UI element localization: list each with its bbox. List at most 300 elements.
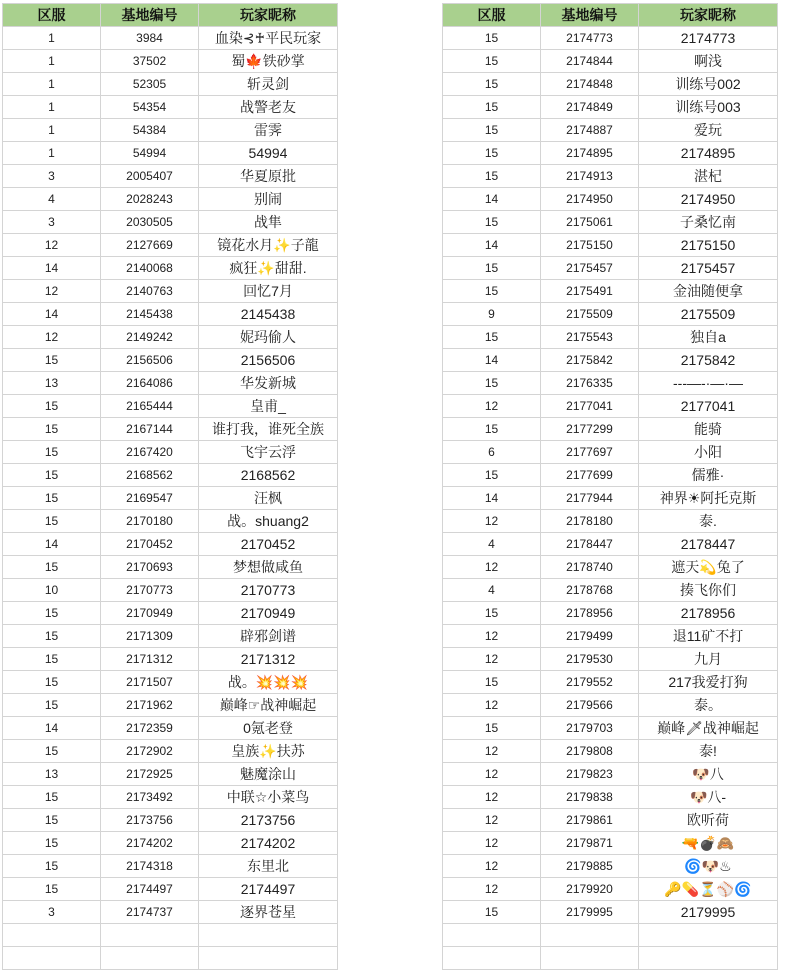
column-gap [341,3,441,963]
cell-base-id[interactable]: 2174844 [541,50,639,73]
cell-server[interactable]: 15 [3,832,101,855]
cell-base-id[interactable]: 2167144 [101,418,199,441]
cell-server[interactable]: 15 [3,648,101,671]
cell-server[interactable]: 15 [443,671,541,694]
cell-base-id[interactable]: 2168562 [101,464,199,487]
header-nickname[interactable]: 玩家昵称 [199,4,338,27]
cell-nickname[interactable] [639,924,778,947]
cell-nickname[interactable]: 战隼 [199,211,338,234]
cell-server[interactable] [3,924,101,947]
cell-base-id[interactable]: 2174773 [541,27,639,50]
cell-base-id[interactable]: 2173492 [101,786,199,809]
cell-nickname[interactable]: 🌀🐶♨ [639,855,778,878]
cell-base-id[interactable]: 2174202 [101,832,199,855]
cell-base-id[interactable]: 2170180 [101,510,199,533]
table-row [443,211,778,234]
cell-nickname[interactable]: 揍飞你们 [639,579,778,602]
cell-nickname[interactable]: 战警老友 [199,96,338,119]
table-row [3,533,338,556]
cell-server[interactable]: 3 [3,901,101,924]
cell-nickname[interactable]: 汪枫 [199,487,338,510]
cell-base-id[interactable]: 54384 [101,119,199,142]
table-row [443,579,778,602]
cell-server[interactable]: 12 [443,510,541,533]
cell-base-id[interactable]: 52305 [101,73,199,96]
cell-server[interactable]: 3 [3,211,101,234]
cell-server[interactable]: 15 [3,625,101,648]
cell-base-id[interactable]: 2175842 [541,349,639,372]
cell-nickname[interactable]: 遮天💫兔了 [639,556,778,579]
cell-base-id[interactable]: 2174895 [541,142,639,165]
cell-server[interactable]: 14 [443,188,541,211]
cell-base-id[interactable]: 2174950 [541,188,639,211]
cell-nickname[interactable]: 泰。 [639,694,778,717]
cell-base-id[interactable]: 37502 [101,50,199,73]
cell-base-id[interactable]: 2178956 [541,602,639,625]
header-base-id[interactable]: 基地编号 [541,4,639,27]
cell-nickname[interactable]: 🔑💊⏳⚾🌀 [639,878,778,901]
cell-base-id[interactable]: 54354 [101,96,199,119]
table-row [443,165,778,188]
cell-nickname[interactable]: 儒雅· [639,464,778,487]
cell-nickname[interactable]: 战。💥💥💥 [199,671,338,694]
cell-server[interactable]: 15 [3,395,101,418]
table-row [3,326,338,349]
cell-server[interactable]: 15 [443,119,541,142]
table-row [3,257,338,280]
cell-server[interactable]: 12 [443,625,541,648]
cell-server[interactable]: 12 [3,326,101,349]
cell-server[interactable]: 15 [3,510,101,533]
table-row [443,671,778,694]
cell-base-id[interactable]: 2177697 [541,441,639,464]
table-row [443,809,778,832]
table-row [3,694,338,717]
header-server[interactable]: 区服 [443,4,541,27]
cell-nickname[interactable]: 小阳 [639,441,778,464]
header-server[interactable]: 区服 [3,4,101,27]
cell-base-id[interactable]: 2030505 [101,211,199,234]
cell-base-id[interactable]: 2167420 [101,441,199,464]
cell-server[interactable]: 12 [443,832,541,855]
cell-base-id[interactable]: 2176335 [541,372,639,395]
cell-server[interactable]: 15 [443,142,541,165]
cell-base-id[interactable]: 2174848 [541,73,639,96]
cell-base-id[interactable]: 2174497 [101,878,199,901]
cell-base-id[interactable]: 2179871 [541,832,639,855]
cell-server[interactable]: 15 [3,809,101,832]
cell-base-id[interactable]: 2174849 [541,96,639,119]
cell-base-id[interactable]: 2175150 [541,234,639,257]
cell-base-id[interactable]: 2145438 [101,303,199,326]
table-row [3,142,338,165]
cell-base-id[interactable]: 2171309 [101,625,199,648]
cell-nickname[interactable]: 斩灵剑 [199,73,338,96]
cell-nickname[interactable]: 独自a [639,326,778,349]
table-row [3,119,338,142]
table-row [3,947,338,970]
cell-nickname[interactable]: 能骑 [639,418,778,441]
cell-server[interactable]: 14 [443,487,541,510]
cell-nickname[interactable]: 梦想做咸鱼 [199,556,338,579]
cell-nickname[interactable]: 2170452 [199,533,338,556]
cell-base-id[interactable]: 54994 [101,142,199,165]
table-row [443,878,778,901]
cell-server[interactable]: 10 [3,579,101,602]
table-row [443,326,778,349]
cell-base-id[interactable]: 2170949 [101,602,199,625]
cell-server[interactable]: 15 [3,671,101,694]
table-row [3,96,338,119]
cell-server[interactable]: 9 [443,303,541,326]
cell-nickname[interactable]: 2177041 [639,395,778,418]
cell-server[interactable]: 15 [443,50,541,73]
cell-server[interactable]: 12 [443,395,541,418]
cell-server[interactable]: 12 [443,786,541,809]
cell-server[interactable]: 15 [443,280,541,303]
cell-nickname[interactable]: 2178447 [639,533,778,556]
cell-base-id[interactable]: 2149242 [101,326,199,349]
cell-base-id[interactable]: 2174913 [541,165,639,188]
cell-server[interactable]: 15 [443,257,541,280]
cell-nickname[interactable]: 泰. [639,510,778,533]
table-row [3,165,338,188]
table-row [3,303,338,326]
cell-nickname[interactable]: 湛杞 [639,165,778,188]
cell-nickname[interactable]: 2174950 [639,188,778,211]
cell-server[interactable]: 15 [443,901,541,924]
table-row [3,901,338,924]
cell-nickname[interactable]: 欧听荷 [639,809,778,832]
cell-base-id[interactable]: 2170693 [101,556,199,579]
cell-server[interactable]: 13 [3,372,101,395]
cell-nickname[interactable]: 2175457 [639,257,778,280]
cell-nickname[interactable]: 中联☆小菜鸟 [199,786,338,809]
cell-server[interactable]: 12 [443,878,541,901]
cell-nickname[interactable]: 逐界苍星 [199,901,338,924]
cell-server[interactable] [443,947,541,970]
cell-base-id[interactable]: 2179703 [541,717,639,740]
cell-base-id[interactable] [541,947,639,970]
cell-server[interactable]: 1 [3,142,101,165]
cell-base-id[interactable]: 2179823 [541,763,639,786]
cell-nickname[interactable]: 巅峰☞战神崛起 [199,694,338,717]
cell-server[interactable]: 12 [443,855,541,878]
cell-base-id[interactable]: 2179838 [541,786,639,809]
cell-base-id[interactable]: 3984 [101,27,199,50]
cell-base-id[interactable]: 2140068 [101,257,199,280]
cell-base-id[interactable]: 2172359 [101,717,199,740]
cell-base-id[interactable]: 2179808 [541,740,639,763]
cell-base-id[interactable]: 2171962 [101,694,199,717]
cell-server[interactable]: 14 [443,349,541,372]
cell-nickname[interactable]: 九月 [639,648,778,671]
cell-base-id[interactable]: 2178180 [541,510,639,533]
cell-nickname[interactable]: 皇族✨扶苏 [199,740,338,763]
table-row [3,73,338,96]
table-row [3,717,338,740]
cell-nickname[interactable]: 217我爱打狗 [639,671,778,694]
table-row [443,717,778,740]
cell-server[interactable] [3,947,101,970]
cell-nickname[interactable]: 2156506 [199,349,338,372]
cell-base-id[interactable]: 2179566 [541,694,639,717]
table-row [443,763,778,786]
cell-nickname[interactable]: 别闹 [199,188,338,211]
cell-server[interactable]: 1 [3,50,101,73]
cell-server[interactable]: 12 [443,648,541,671]
cell-nickname[interactable]: 泰! [639,740,778,763]
cell-server[interactable]: 3 [3,165,101,188]
cell-nickname[interactable]: 2170773 [199,579,338,602]
cell-base-id[interactable]: 2177944 [541,487,639,510]
table-row [443,395,778,418]
cell-server[interactable]: 12 [443,809,541,832]
cell-nickname[interactable]: 2174202 [199,832,338,855]
cell-server[interactable]: 15 [3,556,101,579]
cell-server[interactable]: 15 [3,464,101,487]
cell-base-id[interactable]: 2173756 [101,809,199,832]
cell-base-id[interactable]: 2005407 [101,165,199,188]
cell-base-id[interactable]: 2178768 [541,579,639,602]
table-row [3,625,338,648]
cell-nickname[interactable]: 54994 [199,142,338,165]
cell-nickname[interactable]: 0氪老登 [199,717,338,740]
cell-base-id[interactable]: 2165444 [101,395,199,418]
cell-base-id[interactable]: 2169547 [101,487,199,510]
cell-base-id[interactable]: 2175491 [541,280,639,303]
cell-nickname[interactable]: 退11矿不打 [639,625,778,648]
cell-base-id[interactable]: 2179861 [541,809,639,832]
header-base-id[interactable]: 基地编号 [101,4,199,27]
cell-nickname[interactable]: 2179995 [639,901,778,924]
cell-nickname[interactable]: 回忆7月 [199,280,338,303]
cell-nickname[interactable]: 血染⊰♰平民玩家 [199,27,338,50]
cell-nickname[interactable]: 🐶八 [639,763,778,786]
cell-nickname[interactable]: 🐶八- [639,786,778,809]
cell-server[interactable]: 15 [443,418,541,441]
cell-server[interactable]: 12 [443,740,541,763]
cell-base-id[interactable]: 2174318 [101,855,199,878]
cell-nickname[interactable]: 训练号002 [639,73,778,96]
cell-base-id[interactable] [101,924,199,947]
right-table-container [442,3,778,970]
header-nickname[interactable]: 玩家昵称 [639,4,778,27]
cell-nickname[interactable]: 2171312 [199,648,338,671]
table-row [3,27,338,50]
cell-nickname[interactable]: 2178956 [639,602,778,625]
cell-server[interactable]: 15 [443,717,541,740]
table-row [443,464,778,487]
cell-base-id[interactable]: 2178740 [541,556,639,579]
cell-base-id[interactable] [101,947,199,970]
cell-base-id[interactable]: 2175543 [541,326,639,349]
cell-server[interactable]: 15 [443,73,541,96]
cell-server[interactable]: 14 [3,303,101,326]
table-row [3,50,338,73]
table-row [443,533,778,556]
cell-nickname[interactable]: 2174895 [639,142,778,165]
cell-server[interactable]: 15 [443,326,541,349]
cell-base-id[interactable]: 2028243 [101,188,199,211]
table-row [3,924,338,947]
cell-server[interactable]: 1 [3,119,101,142]
cell-nickname[interactable]: 飞宇云浮 [199,441,338,464]
cell-server[interactable]: 15 [3,878,101,901]
cell-nickname[interactable]: 华发新城 [199,372,338,395]
table-row [443,694,778,717]
cell-nickname[interactable]: 2145438 [199,303,338,326]
table-row [3,487,338,510]
cell-base-id[interactable]: 2179920 [541,878,639,901]
cell-nickname[interactable]: 训练号003 [639,96,778,119]
cell-server[interactable]: 13 [3,763,101,786]
cell-base-id[interactable]: 2140763 [101,280,199,303]
cell-base-id[interactable]: 2172925 [101,763,199,786]
cell-base-id[interactable]: 2170773 [101,579,199,602]
table-row [443,832,778,855]
cell-nickname[interactable]: 子桑忆南 [639,211,778,234]
cell-nickname[interactable]: 雷霁 [199,119,338,142]
table-row [443,487,778,510]
cell-server[interactable]: 15 [3,786,101,809]
cell-base-id[interactable]: 2175509 [541,303,639,326]
cell-nickname[interactable]: ---—-·—·— [639,372,778,395]
cell-nickname[interactable]: 东里北 [199,855,338,878]
cell-nickname[interactable]: 战。shuang2 [199,510,338,533]
cell-server[interactable]: 15 [3,694,101,717]
cell-base-id[interactable]: 2174887 [541,119,639,142]
table-row [3,671,338,694]
cell-nickname[interactable]: 2174773 [639,27,778,50]
cell-server[interactable]: 1 [3,96,101,119]
cell-server[interactable]: 15 [443,96,541,119]
cell-base-id[interactable]: 2175061 [541,211,639,234]
cell-server[interactable]: 15 [3,349,101,372]
cell-server[interactable]: 15 [443,602,541,625]
cell-base-id[interactable]: 2171312 [101,648,199,671]
cell-server[interactable]: 15 [443,27,541,50]
cell-nickname[interactable]: 2174497 [199,878,338,901]
left-table-container [2,3,338,970]
table-row [443,441,778,464]
cell-base-id[interactable]: 2179499 [541,625,639,648]
table-row [443,349,778,372]
cell-base-id[interactable] [541,924,639,947]
cell-server[interactable]: 14 [3,257,101,280]
header-row [3,4,338,27]
cell-server[interactable]: 1 [3,27,101,50]
cell-server[interactable] [443,924,541,947]
cell-server[interactable]: 1 [3,73,101,96]
cell-server[interactable]: 12 [443,763,541,786]
cell-nickname[interactable]: 巅峰🗡战神崛起 [639,717,778,740]
cell-base-id[interactable]: 2179885 [541,855,639,878]
cell-nickname[interactable]: 啊浅 [639,50,778,73]
cell-server[interactable]: 15 [443,165,541,188]
cell-server[interactable]: 14 [3,533,101,556]
cell-base-id[interactable]: 2175457 [541,257,639,280]
cell-base-id[interactable]: 2178447 [541,533,639,556]
cell-nickname[interactable]: 疯狂✨甜甜. [199,257,338,280]
table-row [3,234,338,257]
cell-server[interactable]: 12 [443,556,541,579]
cell-base-id[interactable]: 2172902 [101,740,199,763]
cell-server[interactable]: 6 [443,441,541,464]
cell-nickname[interactable]: 神界☀阿托克斯 [639,487,778,510]
cell-nickname[interactable]: 2175842 [639,349,778,372]
cell-base-id[interactable]: 2156506 [101,349,199,372]
cell-base-id[interactable]: 2177041 [541,395,639,418]
cell-nickname[interactable]: 华夏原批 [199,165,338,188]
cell-base-id[interactable]: 2179995 [541,901,639,924]
cell-nickname[interactable]: 爱玩 [639,119,778,142]
cell-base-id[interactable]: 2179530 [541,648,639,671]
cell-server[interactable]: 4 [443,533,541,556]
cell-server[interactable]: 4 [443,579,541,602]
cell-base-id[interactable]: 2171507 [101,671,199,694]
cell-base-id[interactable]: 2127669 [101,234,199,257]
table-row [3,878,338,901]
cell-base-id[interactable]: 2177299 [541,418,639,441]
cell-server[interactable]: 15 [3,740,101,763]
cell-nickname[interactable]: 妮玛偷人 [199,326,338,349]
cell-server[interactable]: 12 [443,694,541,717]
cell-server[interactable]: 15 [443,372,541,395]
cell-server[interactable]: 4 [3,188,101,211]
cell-nickname[interactable]: 2168562 [199,464,338,487]
cell-server[interactable]: 14 [3,717,101,740]
cell-nickname[interactable]: 2173756 [199,809,338,832]
cell-nickname[interactable]: 辟邪剑谱 [199,625,338,648]
cell-nickname[interactable]: 🔫💣🙈 [639,832,778,855]
cell-base-id[interactable]: 2177699 [541,464,639,487]
table-row [3,510,338,533]
cell-nickname[interactable]: 2170949 [199,602,338,625]
cell-base-id[interactable]: 2174737 [101,901,199,924]
cell-server[interactable]: 15 [3,487,101,510]
cell-server[interactable]: 15 [3,418,101,441]
cell-nickname[interactable]: 蜀🍁铁砂掌 [199,50,338,73]
table-row [443,947,778,970]
cell-nickname[interactable]: 金油随便拿 [639,280,778,303]
cell-base-id[interactable]: 2170452 [101,533,199,556]
cell-server[interactable]: 15 [443,464,541,487]
cell-base-id[interactable]: 2179552 [541,671,639,694]
cell-server[interactable]: 15 [3,441,101,464]
cell-nickname[interactable] [639,947,778,970]
cell-nickname[interactable] [199,924,338,947]
cell-base-id[interactable]: 2164086 [101,372,199,395]
cell-nickname[interactable]: 2175150 [639,234,778,257]
cell-nickname[interactable] [199,947,338,970]
cell-server[interactable]: 15 [3,855,101,878]
cell-nickname[interactable]: 谁打我，谁死全族 [199,418,338,441]
cell-server[interactable]: 14 [443,234,541,257]
cell-nickname[interactable]: 2175509 [639,303,778,326]
cell-server[interactable]: 12 [3,234,101,257]
cell-server[interactable]: 15 [443,211,541,234]
cell-nickname[interactable]: 镜花水月✨子龍 [199,234,338,257]
cell-nickname[interactable]: 皇甫_ [199,395,338,418]
table-row [443,625,778,648]
table-row [3,372,338,395]
table-row [3,763,338,786]
cell-nickname[interactable]: 魅魔涂山 [199,763,338,786]
table-row [3,602,338,625]
cell-server[interactable]: 12 [3,280,101,303]
cell-server[interactable]: 15 [3,602,101,625]
